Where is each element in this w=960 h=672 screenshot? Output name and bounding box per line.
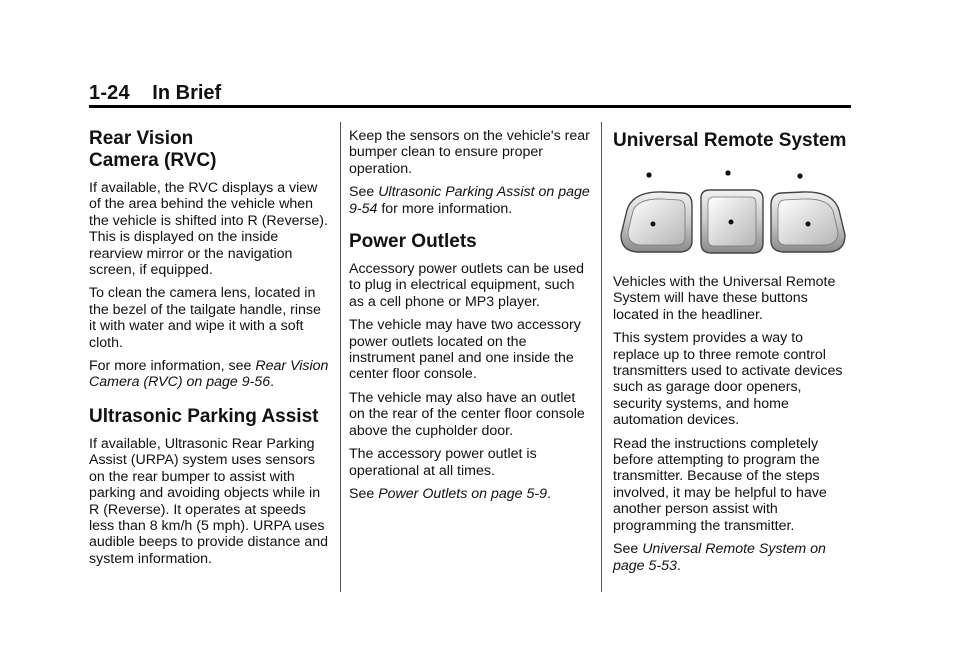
indicator-dot-1 (646, 172, 651, 177)
ups-paragraph-1: If available, Ultrasonic Rear Parking Assist (URPA) system uses sensors on the rear bumper to assist with parking and avoiding objects while in R (Reverse). It operates at speeds less than 8 km/h (5 mph). URPA uses audible beeps to provide distance and system information. (89, 435, 328, 567)
rvc-see-text: For more information, see (89, 358, 256, 375)
remote-button-1 (621, 192, 692, 252)
ups-cross-reference[interactable]: Ultrasonic Parking Assist on page 9-54 (349, 184, 590, 217)
rvc-paragraph-2: To clean the camera lens, located in the bezel of the tailgate handle, rinse it with water and wipe it with a soft cloth. (89, 285, 321, 351)
ups-paragraph-3 (349, 184, 591, 217)
po-paragraph-3: The vehicle may also have an outlet on the rear of the center floor console above the cupholder door. (349, 389, 585, 439)
column-divider-1 (340, 122, 341, 592)
rvc-heading (89, 128, 329, 172)
page-number: 1-24 (89, 82, 130, 104)
urs-paragraph-1: Vehicles with the Universal Remote System will have these buttons located in the headliner. (613, 274, 836, 323)
section-title: In Brief (152, 82, 222, 104)
urs-cross-reference[interactable]: Universal Remote System on page 5-53 (613, 541, 826, 574)
column-3 (613, 128, 853, 581)
urs-paragraph-2: This system provides a way to replace up to three remote control transmitters used to activate devices such as garage door openers, security systems, and home automation devices. (613, 330, 843, 429)
rvc-paragraph-1: If available, the RVC displays a view of the area behind the vehicle when the vehicle is shifted into R (Reverse). This is displayed on the inside rearview mirror or the navigation screen, if equipped. (89, 180, 328, 279)
urs-paragraph-3: Read the instructions completely before attempting to program the transmitter. Because of the steps involved, it may be helpful to have another person assist with programming the transmitter. (613, 435, 827, 534)
po-paragraph-1: Accessory power outlets can be used to plug in electrical equipment, such as a cell phone or MP3 player. (349, 261, 585, 310)
remote-button-2 (701, 190, 763, 253)
po-heading: Power Outlets (349, 231, 477, 253)
column-divider-2 (601, 122, 602, 592)
column-2 (349, 128, 591, 509)
po-paragraph-5 (349, 486, 591, 502)
urs-period: . (676, 557, 681, 574)
page-header (89, 82, 851, 106)
ups-heading: Ultrasonic Parking Assist (89, 405, 319, 427)
column-1 (89, 128, 329, 574)
urs-heading: Universal Remote System (613, 130, 847, 151)
po-period: . (546, 485, 551, 502)
ups-see-text: See (349, 184, 379, 201)
universal-remote-illustration (613, 165, 853, 265)
po-cross-reference[interactable]: Power Outlets on page 5-9 (378, 485, 547, 502)
rvc-heading-line2: Camera (RVC) (89, 150, 217, 171)
rvc-cross-reference[interactable]: Rear Vision Camera (RVC) on page 9-56 (89, 358, 329, 391)
indicator-dot-3 (797, 173, 802, 178)
ups-more-info-text: for more information. (377, 200, 513, 217)
urs-see-text: See (613, 541, 643, 558)
remote-button-3 (771, 192, 845, 252)
urs-paragraph-4 (613, 541, 853, 574)
rvc-period: . (270, 374, 275, 391)
po-paragraph-4: The accessory power outlet is operational at all times. (349, 446, 537, 479)
ups-paragraph-2: Keep the sensors on the vehicle's rear bumper clean to ensure proper operation. (349, 128, 590, 177)
rvc-heading-line1: Rear Vision (89, 128, 194, 149)
universal-remote-buttons-icon (613, 165, 853, 265)
po-paragraph-2: The vehicle may have two accessory power outlets located on the instrument panel and one inside the center floor console. (349, 317, 581, 383)
header-rule (89, 105, 851, 108)
indicator-dot-2 (725, 170, 730, 175)
rvc-paragraph-3 (89, 358, 329, 391)
po-see-text: See (349, 485, 379, 502)
